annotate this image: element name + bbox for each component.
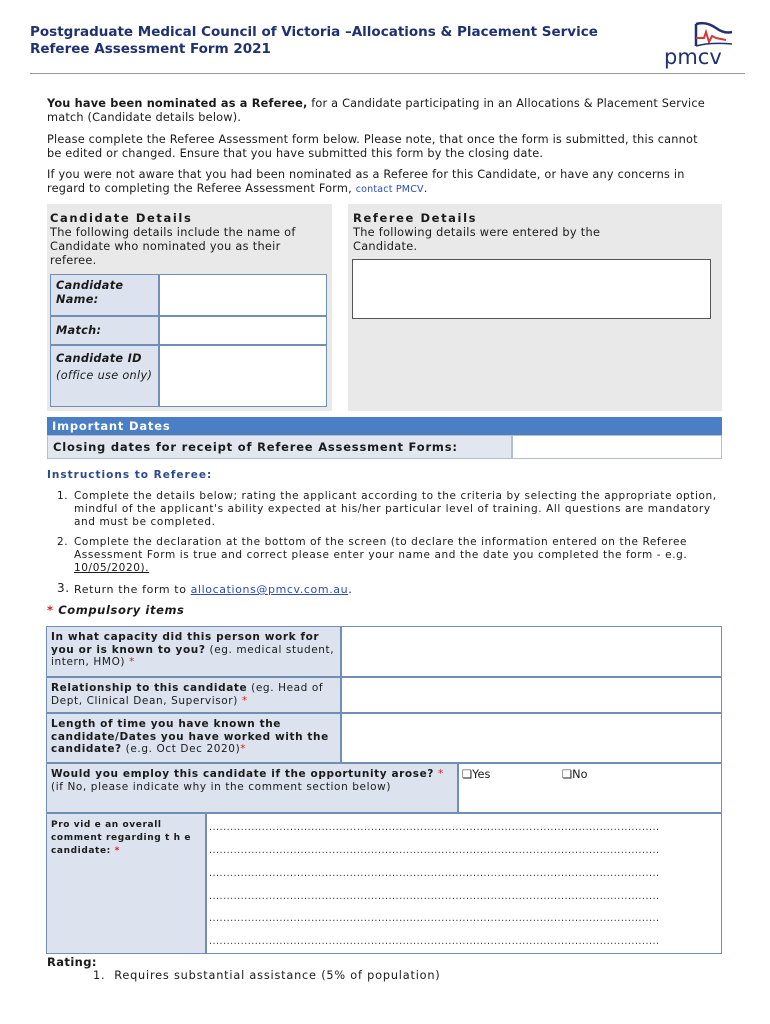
form-header-title [30, 24, 598, 58]
intro-paragraph-2: Please complete the Referee Assessment form below. Please note, that once the form is submitted, this cannot be edited or changed. Ensure that you have submitted this form by the closing date. [47, 133, 698, 160]
compulsory-items-note [47, 603, 185, 617]
instruction-text-3-end: . [348, 583, 353, 596]
comment-required-star: * [114, 846, 120, 856]
employ-yes-option[interactable] [462, 768, 490, 781]
closing-dates-field[interactable] [512, 435, 722, 459]
header-title-line2: Referee Assessment Form 2021 [30, 41, 271, 57]
question-capacity-label [46, 626, 341, 677]
match-field[interactable] [159, 316, 327, 345]
q2-rest: (eg. Head of Dept, Clinical Dean, Supervisor) [51, 682, 324, 707]
intro-rest: for a Candidate participating in an Allocations & Placement Service match (Candidate details below). [47, 97, 705, 124]
intro-p3-text: If you were not aware that you had been nominated as a Referee for this Candidate, or have any concerns in regard to completing the Referee Assessment Form, [47, 168, 685, 195]
candidate-details-desc: The following details include the name of Candidate who nominated you as their referee. [50, 226, 296, 267]
comment-line-4: ................................................................................................................................ [209, 891, 660, 902]
instruction-item-2 [57, 536, 722, 575]
comment-label [46, 813, 206, 954]
candidate-id-note: (office use only) [56, 369, 153, 382]
q1-required-star: * [129, 656, 135, 668]
candidate-id-label [50, 345, 159, 407]
pmcv-logo-icon [660, 18, 740, 70]
contact-pmcv-link[interactable]: contact PMCV [355, 184, 424, 195]
instruction-text-3-body: Return the form to [74, 583, 191, 596]
intro-bold: You have been nominated as a Referee, [47, 97, 308, 110]
instruction-text-3 [74, 583, 722, 596]
question-employ-label [46, 763, 458, 813]
q4-bold: Would you employ this candidate if the opportunity arose? [51, 768, 435, 780]
instruction-text-2-body: Complete the declaration at the bottom of the screen (to declare the information entered on the Referee Assessment Form is true and correct please enter your name and the date you completed the form - e.g. [74, 536, 688, 561]
instruction-text-1: Complete the details below; rating the applicant according to the criteria by selecting the appropriate option, mindful of the applicant's ability expected at his/her particular level of training. All questions are mandatory and must be completed. [74, 490, 717, 528]
comment-line-1: ................................................................................................................................ [209, 822, 660, 833]
comment-label-text: Pro vid e an overall comment regarding t h e candidate: [51, 820, 192, 856]
instruction-item-1 [57, 490, 722, 529]
instruction-num-2: 2. [57, 536, 69, 548]
intro-paragraph-3 [47, 168, 707, 197]
q1-rest: (eg. medical student, intern, HMO) [51, 643, 335, 668]
no-checkbox-icon[interactable]: ❏ [562, 768, 573, 781]
q3-rest: (e.g. Oct Dec 2020) [121, 743, 241, 755]
instruction-num-1: 1. [57, 490, 69, 502]
yes-label: Yes [472, 768, 491, 781]
question-employ-options [458, 763, 722, 813]
pmcv-logo [660, 18, 740, 70]
comment-line-3: ................................................................................................................................ [209, 868, 660, 879]
header-title-line1: Postgraduate Medical Council of Victoria –Allocations & Placement Service [30, 24, 598, 40]
comment-line-6: ................................................................................................................................ [209, 936, 660, 947]
question-length-field[interactable] [341, 713, 722, 763]
closing-dates-label: Closing dates for receipt of Referee Assessment Forms: [47, 435, 512, 459]
instruction-text-2 [74, 536, 722, 575]
q4-required-star: * [437, 768, 444, 780]
intro-paragraph-1 [47, 97, 707, 125]
question-length-label [46, 713, 341, 763]
question-capacity-field[interactable] [341, 626, 722, 677]
candidate-id-field[interactable] [159, 345, 327, 407]
important-dates-heading: Important Dates [47, 417, 722, 435]
q3-required-star: * [240, 743, 247, 755]
rating-heading: Rating: [47, 955, 97, 969]
candidate-name-label: Candidate Name: [50, 274, 159, 316]
referee-details-heading: Referee Details [353, 211, 478, 225]
rating-item-1 [93, 969, 441, 982]
referee-details-desc: The following details were entered by the Candidate. [353, 226, 601, 253]
logo-text: pmcv [664, 45, 722, 69]
q3-bold: Length of time you have known the candidate/Dates you have worked with the candidate? [51, 718, 329, 755]
candidate-details-heading: Candidate Details [50, 211, 193, 225]
comment-line-5: ................................................................................................................................ [209, 913, 660, 924]
allocations-email-link[interactable]: allocations@pmcv.com.au [190, 583, 349, 596]
instruction-num-3: 3. [57, 581, 70, 595]
candidate-id-label-text: Candidate ID [56, 352, 142, 365]
rating-item-1-text: Requires substantial assistance (5% of population) [114, 969, 441, 982]
instruction-item-3 [57, 583, 722, 596]
instructions-heading: Instructions to Referee: [47, 469, 213, 481]
employ-no-option[interactable] [562, 768, 588, 781]
comment-field[interactable] [206, 813, 722, 954]
instruction-example-date: 10/05/2020). [74, 562, 150, 574]
q2-required-star: * [241, 694, 248, 707]
question-relationship-field[interactable] [341, 677, 722, 713]
required-star: * [47, 603, 54, 617]
yes-checkbox-icon[interactable]: ❏ [462, 768, 473, 781]
q1-bold: In what capacity did this person work for you or is known to you? [51, 631, 320, 656]
candidate-name-field[interactable] [159, 274, 327, 316]
compulsory-label: Compulsory items [53, 603, 185, 617]
header-divider [30, 73, 745, 74]
rating-item-1-num: 1. [93, 969, 106, 982]
no-label: No [572, 768, 588, 781]
q4-note: (if No, please indicate why in the comment section below) [51, 780, 392, 793]
referee-details-field[interactable] [352, 259, 711, 319]
intro-p3-end: . [423, 182, 428, 195]
q2-bold: Relationship to this candidate [51, 682, 248, 694]
question-relationship-label [46, 677, 341, 713]
comment-line-2: ................................................................................................................................ [209, 845, 660, 856]
match-label: Match: [50, 316, 159, 345]
